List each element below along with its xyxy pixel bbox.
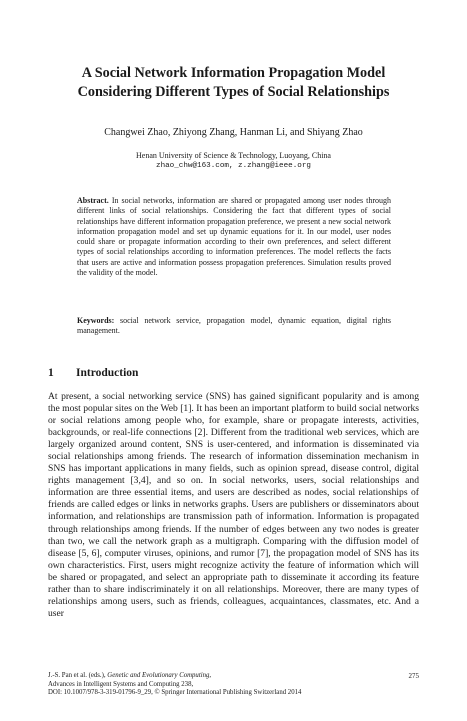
affiliation: Henan University of Science & Technology, Luoyang, China xyxy=(136,151,331,160)
page-number: 275 xyxy=(408,672,419,680)
affiliation-block xyxy=(40,150,427,172)
keywords xyxy=(77,316,391,337)
author-emails: zhao_chw@163.com, z.zhang@ieee.org xyxy=(156,162,311,170)
title-line-2: Considering Different Types of Social Relationships xyxy=(77,84,390,100)
section-title: Introduction xyxy=(76,367,139,379)
abstract-label: Abstract. xyxy=(77,196,109,205)
footer-prefix: J.-S. Pan et al. (eds.), xyxy=(48,672,108,679)
footer-citation xyxy=(48,672,348,681)
section-number: 1 xyxy=(48,367,54,379)
title-line-1: A Social Network Information Propagation Model xyxy=(81,65,386,81)
footer-book-title: Genetic and Evolutionary Computing xyxy=(107,672,210,679)
footer-doi: DOI: 10.1007/978-3-319-01796-9_29, © Springer International Publishing Switzerland 2014 xyxy=(48,689,302,697)
page-footer xyxy=(48,672,348,698)
footer-series: Advances in Intelligent Systems and Computing 238, xyxy=(48,680,194,688)
footer-suffix: , xyxy=(209,672,212,679)
introduction-paragraph: At present, a social networking service (SNS) has gained significant popularity and is among the most popular sites on the Web [1]. It has been an important platform to build social networks or social relations among people who, for example, share or propagate interests, activities, backgrounds, or real-life connections [2]. Different from the traditional web services, which are largely organized around content, SNS is user-centered, and information is disseminated via social relationships among friends. The research of information dissemination mechanism in SNS has important applications in many fields, such as opinion spread, disease control, digital rights management [3,4], and so on. In social networks, users, social relationships and information are three essential items, and users are described as nodes, social relationships of friends are called edges or links in networks graphs. Users are publishers or disseminators about information, and relationships are transmission path of information. Information is propagated through relationships among friends. If the number of edges between any two nodes is greater than two, we call the network graph as a multigraph. Comparing with the diffusion model of disease [5, 6], computer viruses, opinions, and rumor [7], the propagation model of SNS has its own characteristics. First, users might recognize activity the feature of information which will be shared or propagated, and select an appropriate path to disseminate it according its feature rather than to share indiscriminately it on all relationships. Moreover, there are many types of relationships among users, such as friends, colleagues, acquaintances, classmates, etc. And a user xyxy=(48,391,419,619)
keywords-label: Keywords: xyxy=(77,316,115,325)
keywords-text: social network service, propagation model, dynamic equation, digital rights management. xyxy=(77,316,391,336)
abstract xyxy=(77,196,391,278)
paper-title xyxy=(40,64,427,102)
abstract-text: In social networks, information are shared or propagated among user nodes through different links of social relationships. Considering the fact that different types of social relationships have different information propagation preference, we present a new social network information propagation model and set up dynamic equations for it. In our model, user nodes could share or propagate information according to their own preferences, and select different types of social relationships according to information preferences. The model reflects the facts that users are active and information possess propagation preferences. Simulation results proved the validity of the model. xyxy=(77,196,392,278)
author-list: Changwei Zhao, Zhiyong Zhang, Hanman Li, and Shiyang Zhao xyxy=(104,127,363,138)
section-heading-introduction xyxy=(48,366,138,380)
